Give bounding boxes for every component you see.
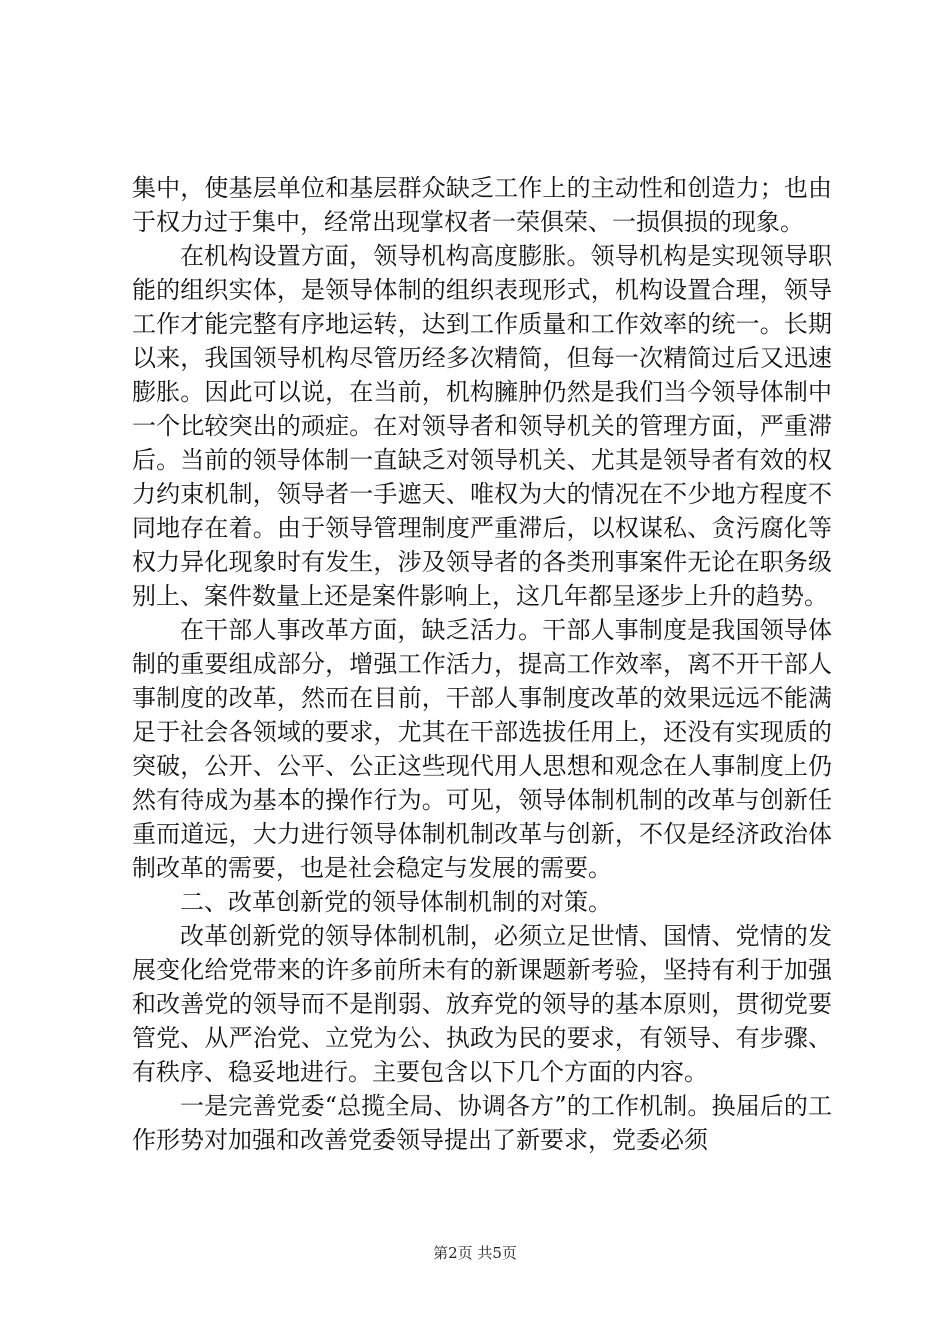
page-number: 第2页 共5页 — [433, 1244, 517, 1262]
paragraph-first-measure: 一是完善党委“总揽全局、协调各方”的工作机制。换届后的工作形势对加强和改善党委领导提出了新要求，党委必须 — [132, 1092, 832, 1154]
document-body — [132, 171, 832, 1157]
paragraph-institution-setup: 在机构设置方面，领导机构高度膨胀。领导机构是实现领导职能的组织实体，是领导体制的组织表现形式，机构设置合理，领导工作才能完整有序地运转，达到工作质量和工作效率的统一。长期以来，我国领导机构尽管历经多次精简，但每一次精简过后又迅速膨胀。因此可以说，在当前，机构臃肿仍然是我们当今领导体制中一个比较突出的顽症。在对领导者和领导机关的管理方面，严重滞后。当前的领导体制一直缺乏对领导机关、尤其是领导者有效的权力约束机制，领导者一手遮天、唯权为大的情况在不少地方程度不同地存在着。由于领导管理制度严重滞后，以权谋私、贪污腐化等权力异化现象时有发生，涉及领导者的各类刑事案件无论在职务级别上、案件数量上还是案件影响上，这几年都呈逐步上升的趋势。 — [132, 242, 832, 610]
paragraph-reform-principles: 改革创新党的领导体制机制，必须立足世情、国情、党情的发展变化给党带来的许多前所未有的新课题新考验，坚持有利于加强和改善党的领导而不是削弱、放弃党的领导的基本原则，贯彻党要管党、从严治党、立党为公、执政为民的要求，有领导、有步骤、有秩序、稳妥地进行。主要包含以下几个方面的内容。 — [132, 922, 832, 1086]
paragraph-cadre-reform: 在干部人事改革方面，缺乏活力。干部人事制度是我国领导体制的重要组成部分，增强工作活力，提高工作效率，离不开干部人事制度的改革，然而在目前，干部人事制度改革的效果远远不能满足于社会各领域的要求，尤其在干部选拔任用上，还没有实现质的突破，公开、公平、公正这些现代用人思想和观念在人事制度上仍然有待成为基本的操作行为。可见，领导体制机制的改革与创新任重而道远，大力进行领导体制机制改革与创新，不仅是经济政治体制改革的需要，也是社会稳定与发展的需要。 — [132, 616, 832, 882]
paragraph-continued: 集中，使基层单位和基层群众缺乏工作上的主动性和创造力；也由于权力过于集中，经常出现掌权者一荣俱荣、一损俱损的现象。 — [132, 174, 832, 236]
section-heading: 二、改革创新党的领导体制机制的对策。 — [180, 888, 612, 916]
